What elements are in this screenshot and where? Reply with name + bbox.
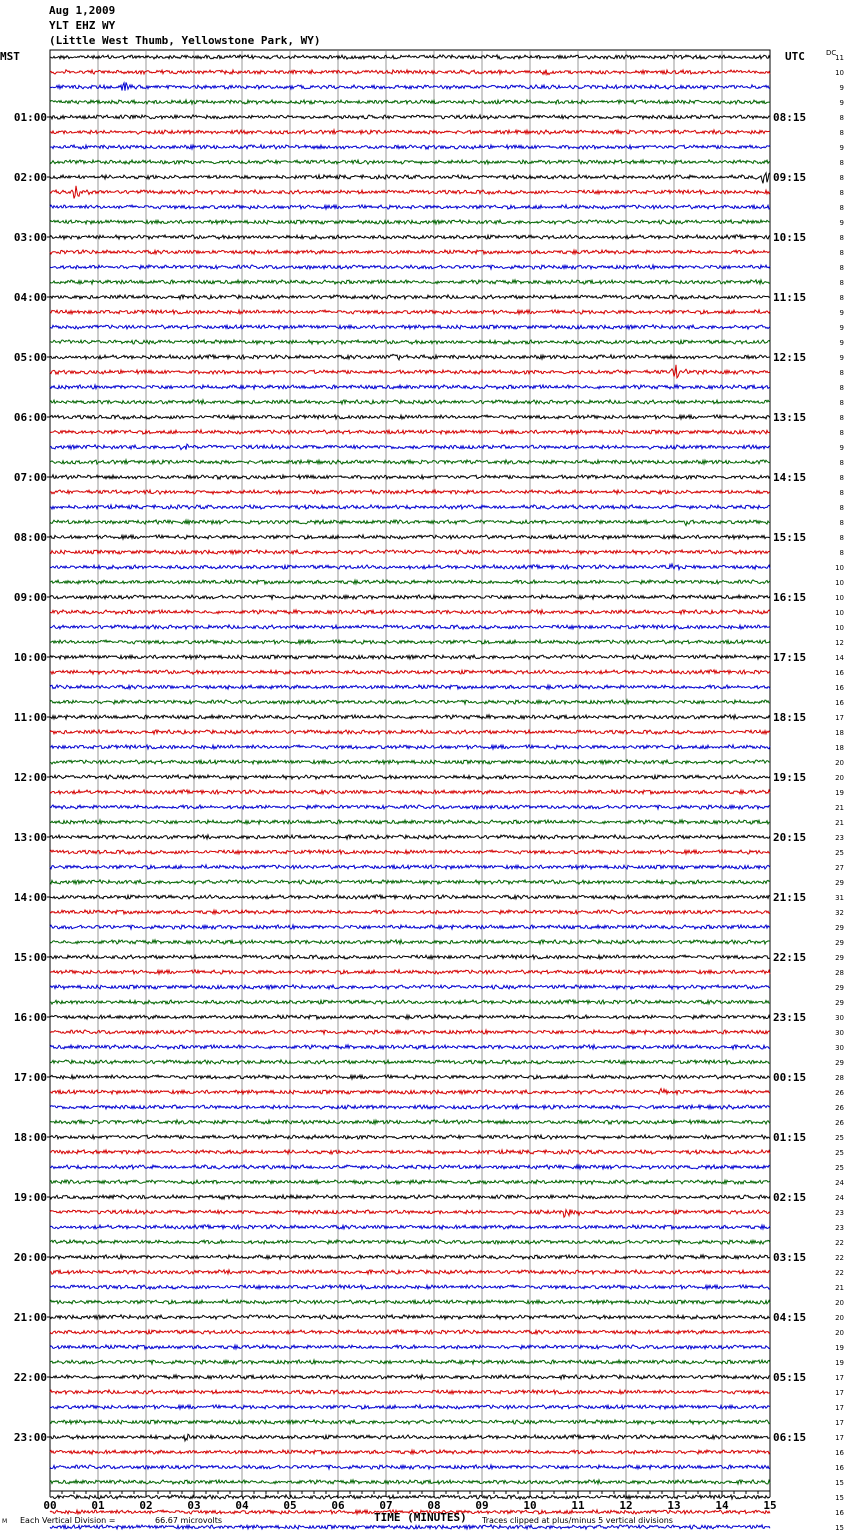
trace-row	[50, 1375, 770, 1379]
trace-row	[50, 250, 770, 254]
dc-offset-value: 31	[835, 894, 844, 902]
dc-offset-value: 21	[835, 819, 844, 827]
dc-offset-value: 20	[835, 1329, 844, 1337]
dc-offset-value: 20	[835, 774, 844, 782]
dc-offset-value: 9	[839, 324, 844, 332]
trace-row	[50, 1195, 770, 1199]
dc-offset-value: 8	[839, 234, 844, 242]
trace-row	[50, 460, 770, 464]
trace-row	[50, 365, 770, 378]
trace-row	[50, 595, 770, 599]
utc-hour-label: 21:15	[773, 891, 807, 904]
trace-row	[50, 205, 770, 209]
x-tick-label: 13	[667, 1499, 681, 1512]
trace-row	[50, 1075, 770, 1079]
dc-offset-value: 22	[835, 1254, 844, 1262]
dc-offset-value: 16	[835, 1509, 844, 1517]
dc-offset-value: 17	[835, 1404, 844, 1412]
dc-offset-value: 9	[839, 219, 844, 227]
x-tick-label: 05	[283, 1499, 297, 1512]
trace-row	[50, 1015, 770, 1019]
utc-hour-label: 04:15	[773, 1311, 807, 1324]
trace-row	[50, 1525, 770, 1529]
mst-hour-label: 04:00	[13, 291, 47, 304]
dc-offset-value: 8	[839, 549, 844, 557]
trace-row	[50, 1270, 770, 1274]
dc-offset-value: 16	[835, 684, 844, 692]
utc-hour-label: 14:15	[773, 471, 807, 484]
dc-offset-value: 19	[835, 789, 844, 797]
trace-row	[50, 655, 770, 659]
mst-hour-label: 10:00	[13, 651, 47, 664]
dc-offset-value: 8	[839, 369, 844, 377]
utc-hour-label: 05:15	[773, 1371, 807, 1384]
trace-row	[50, 745, 770, 749]
dc-offset-value: 9	[839, 144, 844, 152]
utc-hour-label: 16:15	[773, 591, 807, 604]
trace-row	[50, 55, 770, 59]
x-tick-label: 09	[475, 1499, 489, 1512]
dc-offset-value: 24	[835, 1179, 844, 1187]
dc-offset-value: 26	[835, 1089, 844, 1097]
utc-hour-label: 18:15	[773, 711, 807, 724]
dc-offset-value: 22	[835, 1239, 844, 1247]
trace-row	[50, 295, 770, 299]
dc-offset-value: 29	[835, 984, 844, 992]
x-tick-label: 08	[427, 1499, 441, 1512]
dc-offset-value: 17	[835, 1389, 844, 1397]
trace-row	[50, 1105, 770, 1109]
mst-hour-label: 21:00	[13, 1311, 47, 1324]
trace-row	[50, 564, 770, 570]
trace-row	[50, 865, 770, 869]
dc-offset-value: 8	[839, 519, 844, 527]
trace-row	[50, 550, 770, 554]
trace-row	[50, 1120, 770, 1124]
trace-row	[50, 70, 770, 75]
dc-offset-value: 20	[835, 1314, 844, 1322]
dc-offset-value: 25	[835, 1149, 844, 1157]
dc-offset-value: 8	[839, 114, 844, 122]
x-tick-label: 12	[619, 1499, 633, 1512]
dc-offset-value: 8	[839, 159, 844, 167]
trace-row	[50, 1045, 770, 1049]
dc-offset-value: 12	[835, 639, 844, 647]
dc-offset-value: 16	[835, 699, 844, 707]
mst-hour-label: 12:00	[13, 771, 47, 784]
utc-hour-label: 11:15	[773, 291, 807, 304]
utc-hour-label: 13:15	[773, 411, 807, 424]
dc-offset-value: 10	[835, 609, 844, 617]
dc-offset-value: 8	[839, 279, 844, 287]
trace-row	[50, 340, 770, 344]
dc-offset-value: 15	[835, 1479, 844, 1487]
trace-row	[50, 970, 770, 974]
dc-offset-value: 8	[839, 264, 844, 272]
dc-offset-value: 23	[835, 834, 844, 842]
x-tick-label: 10	[523, 1499, 537, 1512]
dc-offset-value: 22	[835, 1269, 844, 1277]
trace-row	[50, 610, 770, 614]
utc-hour-label: 12:15	[773, 351, 807, 364]
trace-row	[50, 1089, 770, 1095]
dc-offset-value: 8	[839, 414, 844, 422]
trace-row	[50, 173, 770, 184]
dc-offset-value: 8	[839, 174, 844, 182]
dc-offset-value: 16	[835, 669, 844, 677]
dc-offset-value: 25	[835, 849, 844, 857]
mst-hour-label: 02:00	[13, 171, 47, 184]
mst-hour-label: 13:00	[13, 831, 47, 844]
dc-offset-value: 20	[835, 1299, 844, 1307]
trace-row	[50, 1300, 770, 1304]
x-tick-label: 14	[715, 1499, 729, 1512]
trace-row	[50, 100, 770, 104]
dc-offset-value: 29	[835, 879, 844, 887]
trace-row	[50, 760, 770, 764]
dc-offset-value: 10	[835, 579, 844, 587]
corner-mark: M	[2, 1518, 8, 1525]
dc-offset-value: 23	[835, 1209, 844, 1217]
trace-row	[50, 415, 770, 419]
x-tick-label: 15	[763, 1499, 777, 1512]
dc-offset-value: 8	[839, 129, 844, 137]
trace-row	[50, 925, 770, 929]
trace-row	[50, 1150, 770, 1154]
dc-offset-value: 17	[835, 1419, 844, 1427]
dc-offset-value: 23	[835, 1224, 844, 1232]
trace-row	[50, 115, 770, 119]
utc-hour-label: 08:15	[773, 111, 807, 124]
trace-row	[50, 1450, 770, 1454]
utc-hour-label: 19:15	[773, 771, 807, 784]
dc-offset-value: 17	[835, 714, 844, 722]
dc-offset-value: 29	[835, 924, 844, 932]
dc-offset-value: 9	[839, 99, 844, 107]
dc-offset-value: 19	[835, 1359, 844, 1367]
dc-offset-value: 8	[839, 459, 844, 467]
trace-row	[50, 805, 770, 809]
dc-offset-value: 20	[835, 759, 844, 767]
utc-hour-label: 17:15	[773, 651, 807, 664]
trace-row	[50, 1315, 770, 1319]
trace-row	[50, 1465, 770, 1469]
trace-row	[50, 82, 770, 90]
trace-row	[50, 1030, 770, 1034]
scale-label: Each Vertical Division =	[20, 1516, 116, 1525]
dc-offset-value: 21	[835, 804, 844, 812]
dc-offset-value: 11	[835, 54, 844, 62]
trace-row	[50, 730, 770, 734]
dc-offset-value: 8	[839, 384, 844, 392]
trace-row	[50, 1285, 770, 1289]
dc-offset-value: 32	[835, 909, 844, 917]
dc-offset-value: 9	[839, 309, 844, 317]
utc-hour-label: 10:15	[773, 231, 807, 244]
clip-note: Traces clipped at plus/minus 5 vertical divisions	[482, 1516, 673, 1525]
trace-row	[50, 1240, 770, 1244]
dc-offset-value: 10	[835, 594, 844, 602]
dc-offset-value: 14	[835, 654, 844, 662]
trace-row	[50, 1495, 770, 1499]
trace-row	[50, 310, 770, 314]
dc-offset-value: 25	[835, 1134, 844, 1142]
dc-offset-value: 30	[835, 1029, 844, 1037]
scale-value: 66.67 microvolts	[155, 1516, 223, 1525]
trace-row	[50, 940, 770, 944]
trace-row	[50, 1420, 770, 1424]
trace-row	[50, 1434, 770, 1441]
dc-offset-value: 8	[839, 294, 844, 302]
trace-row	[50, 1255, 770, 1259]
mst-hour-label: 15:00	[13, 951, 47, 964]
mst-hour-label: 11:00	[13, 711, 47, 724]
trace-row	[50, 1225, 770, 1229]
x-tick-label: 07	[379, 1499, 393, 1512]
dc-offset-value: 29	[835, 939, 844, 947]
trace-row	[50, 400, 770, 404]
dc-offset-value: 17	[835, 1434, 844, 1442]
trace-row	[50, 130, 770, 134]
trace-row	[50, 820, 770, 824]
mst-hour-label: 17:00	[13, 1071, 47, 1084]
x-tick-label: 04	[235, 1499, 249, 1512]
trace-row	[50, 955, 770, 959]
dc-offset-value: 19	[835, 1344, 844, 1352]
dc-offset-value: 29	[835, 999, 844, 1007]
trace-row	[50, 775, 770, 779]
trace-row	[50, 235, 770, 239]
dc-offset-value: 8	[839, 249, 844, 257]
trace-row	[50, 1060, 770, 1064]
x-tick-label: 06	[331, 1499, 345, 1512]
dc-offset-value: 8	[839, 399, 844, 407]
dc-offset-value: 10	[835, 69, 844, 77]
mst-hour-label: 09:00	[13, 591, 47, 604]
trace-row	[50, 880, 770, 884]
dc-offset-value: 8	[839, 489, 844, 497]
dc-offset-value: 16	[835, 1464, 844, 1472]
trace-row	[50, 1360, 770, 1364]
trace-row	[50, 265, 770, 269]
dc-offset-value: 26	[835, 1119, 844, 1127]
trace-row	[50, 1209, 770, 1217]
station-location: (Little West Thumb, Yellowstone Park, WY)	[49, 34, 321, 47]
dc-offset-value: 15	[835, 1524, 844, 1532]
dc-offset-value: 10	[835, 624, 844, 632]
trace-row	[50, 790, 770, 794]
dc-offset-value: 25	[835, 1164, 844, 1172]
trace-row	[50, 835, 770, 839]
mst-hour-label: 01:00	[13, 111, 47, 124]
utc-hour-label: 22:15	[773, 951, 807, 964]
trace-row	[50, 505, 770, 509]
trace-row	[50, 1480, 770, 1484]
dc-offset-value: 18	[835, 729, 844, 737]
utc-hour-label: 15:15	[773, 531, 807, 544]
trace-row	[50, 325, 770, 329]
utc-hour-label: 20:15	[773, 831, 807, 844]
trace-row	[50, 715, 770, 719]
dc-offset-value: 21	[835, 1284, 844, 1292]
dc-offset-value: 10	[835, 564, 844, 572]
trace-row	[50, 685, 770, 689]
trace-row	[50, 145, 770, 149]
dc-offset-value: 24	[835, 1194, 844, 1202]
mst-hour-label: 07:00	[13, 471, 47, 484]
utc-hour-label: 23:15	[773, 1011, 807, 1024]
trace-row	[50, 670, 770, 674]
mst-hour-label: 08:00	[13, 531, 47, 544]
dc-offset-value: 30	[835, 1044, 844, 1052]
x-axis-title: TIME (MINUTES)	[374, 1511, 467, 1524]
dc-offset-value: 9	[839, 339, 844, 347]
trace-row	[50, 700, 770, 704]
mst-hour-label: 20:00	[13, 1251, 47, 1264]
trace-row	[50, 1405, 770, 1409]
mst-hour-label: 23:00	[13, 1431, 47, 1444]
dc-offset-value: 16	[835, 1449, 844, 1457]
dc-offset-value: 26	[835, 1104, 844, 1112]
dc-offset-value: 17	[835, 1374, 844, 1382]
trace-row	[50, 220, 770, 224]
dc-offset-value: 9	[839, 84, 844, 92]
trace-row	[50, 186, 770, 199]
dc-offset-value: 8	[839, 504, 844, 512]
x-tick-label: 01	[91, 1499, 105, 1512]
dc-offset-value: 8	[839, 204, 844, 212]
trace-row	[50, 385, 770, 389]
trace-row	[50, 580, 770, 584]
trace-row	[50, 1180, 770, 1184]
trace-row	[50, 1330, 770, 1334]
mst-hour-label: 19:00	[13, 1191, 47, 1204]
utc-hour-label: 00:15	[773, 1071, 807, 1084]
plot-date: Aug 1,2009	[49, 4, 116, 17]
mst-hour-label: 06:00	[13, 411, 47, 424]
trace-row	[50, 354, 770, 360]
trace-row	[50, 520, 770, 526]
dc-offset-value: 9	[839, 354, 844, 362]
mst-hour-label: 16:00	[13, 1011, 47, 1024]
utc-hour-label: 06:15	[773, 1431, 807, 1444]
trace-row	[50, 475, 770, 479]
x-tick-label: 02	[139, 1499, 153, 1512]
dc-offset-value: 18	[835, 744, 844, 752]
trace-row	[50, 910, 770, 914]
mst-hour-label: 14:00	[13, 891, 47, 904]
dc-offset-value: 8	[839, 534, 844, 542]
trace-row	[50, 160, 770, 164]
dc-offset-value: 15	[835, 1494, 844, 1502]
trace-row	[50, 1165, 770, 1169]
mst-hour-label: 05:00	[13, 351, 47, 364]
mst-hour-label: 18:00	[13, 1131, 47, 1144]
dc-offset-value: 30	[835, 1014, 844, 1022]
trace-row	[50, 640, 770, 644]
trace-row	[50, 280, 770, 284]
trace-row	[50, 430, 770, 434]
trace-row	[50, 985, 770, 989]
trace-row	[50, 895, 770, 899]
mst-hour-label: 22:00	[13, 1371, 47, 1384]
trace-row	[50, 535, 770, 539]
dc-offset-value: 28	[835, 1074, 844, 1082]
right-timezone-label: UTC	[785, 50, 805, 63]
dc-offset-header: DC	[826, 49, 837, 57]
trace-row	[50, 490, 770, 494]
dc-offset-value: 29	[835, 954, 844, 962]
dc-offset-value: 27	[835, 864, 844, 872]
dc-offset-value: 9	[839, 444, 844, 452]
dc-offset-value: 8	[839, 474, 844, 482]
trace-row	[50, 1135, 770, 1139]
utc-hour-label: 02:15	[773, 1191, 807, 1204]
utc-hour-label: 01:15	[773, 1131, 807, 1144]
dc-offset-value: 29	[835, 1059, 844, 1067]
trace-row	[50, 1345, 770, 1349]
utc-hour-label: 09:15	[773, 171, 807, 184]
trace-row	[50, 1390, 770, 1394]
left-timezone-label: MST	[0, 50, 20, 63]
trace-row	[50, 1000, 770, 1004]
mst-hour-label: 03:00	[13, 231, 47, 244]
station-code: YLT EHZ WY	[49, 19, 116, 32]
trace-row	[50, 625, 770, 629]
x-tick-label: 11	[571, 1499, 585, 1512]
utc-hour-label: 03:15	[773, 1251, 807, 1264]
trace-row	[50, 850, 770, 854]
dc-offset-value: 8	[839, 189, 844, 197]
x-tick-label: 03	[187, 1499, 201, 1512]
x-tick-label: 00	[43, 1499, 57, 1512]
trace-row	[50, 444, 770, 450]
dc-offset-value: 28	[835, 969, 844, 977]
dc-offset-value: 8	[839, 429, 844, 437]
